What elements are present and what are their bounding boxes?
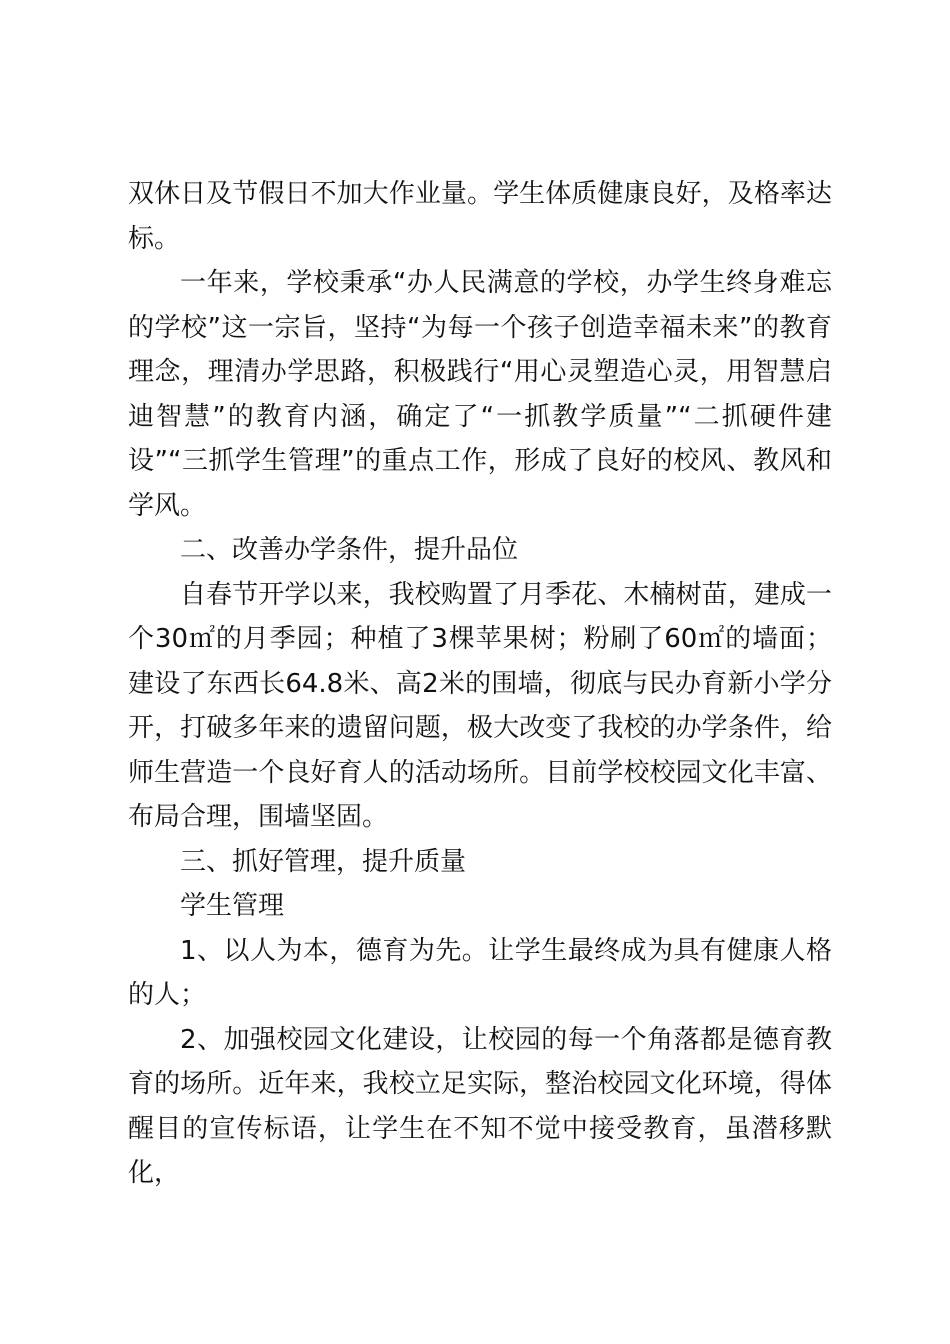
list-item-1: 1、以人为本，德育为先。让学生最终成为具有健康人格的人； [128,935,832,1010]
list-item-2: 2、加强校园文化建设，让校园的每一个角落都是德育教育的场所。近年来，我校立足实际，整治校园文化环境，得体醒目的宣传标语，让学生在不知不觉中接受教育，虽潜移默化， [128,1024,832,1188]
paragraph-school-philosophy: 一年来，学校秉承“办人民满意的学校，办学生终身难忘的学校”这一宗旨，坚持“为每一个孩子创造幸福未来”的教育理念，理清办学思路，积极践行“用心灵塑造心灵，用智慧启迪智慧”的教育内涵，确定了“一抓教学质量”“二抓硬件建设”“三抓学生管理”的重点工作，形成了良好的校风、教风和学风。 [128,268,832,521]
paragraph-improvements: 自春节开学以来，我校购置了月季花、木楠树苗，建成一个30㎡的月季园；种植了3棵苹果树；粉刷了60㎡的墙面；建设了东西长64.8米、高2米的围墙，彻底与民办育新小学分开，打破多年来的遗留问题，极大改变了我校的办学条件，给师生营造一个良好育人的活动场所。目前学校校园文化丰富、布局合理，围墙坚固。 [128,579,832,832]
section-heading-conditions: 二、改善办学条件，提升品位 [180,535,519,565]
subheading-student-management: 学生管理 [180,891,285,921]
document-body [128,172,832,1196]
section-heading-management: 三、抓好管理，提升质量 [180,846,467,877]
paragraph-continuation: 双休日及节假日不加大作业量。学生体质健康良好，及格率达标。 [128,179,832,254]
